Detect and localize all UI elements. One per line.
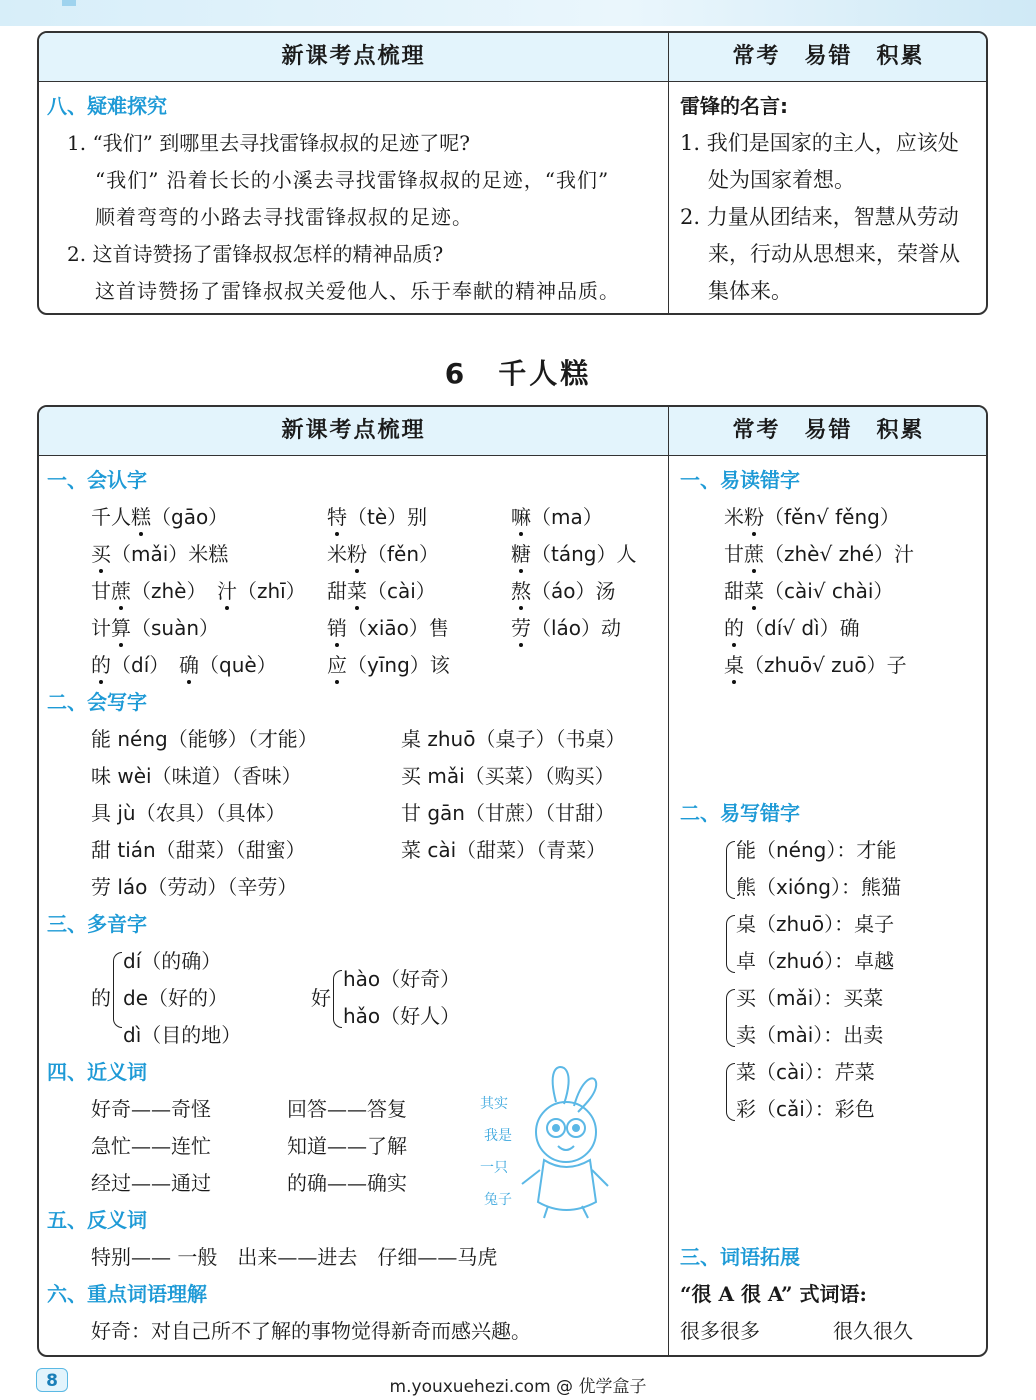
write-char-8: 菜 cài（甜菜）（青菜） bbox=[401, 838, 607, 862]
write-char-1: 能 néng（能够）（才能） bbox=[91, 727, 318, 751]
answer-2: 这首诗赞扬了雷锋叔叔关爱他人、乐于奉献的精神品质。 bbox=[95, 279, 620, 303]
write-char-9: 劳 láo（劳动）（辛劳） bbox=[91, 875, 298, 899]
misread-char-dotted-char: 的 bbox=[724, 616, 744, 640]
mascot-text-3: 一只 bbox=[480, 1160, 508, 1176]
misread-char-pinyin: （zhè√ zhé）汁 bbox=[764, 542, 915, 566]
synonym-6: 的确——确实 bbox=[287, 1171, 407, 1195]
misread-char-3 bbox=[724, 578, 893, 604]
recognize-char-pinyin: （mǎi）米糕 bbox=[111, 542, 229, 566]
recognize-char-7 bbox=[91, 578, 206, 604]
recognize-char-9 bbox=[327, 578, 436, 604]
answer-1-line1: “我们” 沿着长长的小溪去寻找雷锋叔叔的足迹，“我们” bbox=[95, 168, 610, 192]
footer-url: m.youxuehezi.com @ 优学盒子 bbox=[389, 1377, 647, 1397]
recognize-char-dotted-char: 劳 bbox=[511, 616, 531, 640]
rabbit-mascot-illustration bbox=[478, 1062, 618, 1222]
recognize-char-12 bbox=[327, 615, 449, 641]
recognize-char-dotted-char: 粉 bbox=[347, 542, 367, 566]
recognize-char-pinyin: （dí） bbox=[111, 653, 170, 677]
misread-char-prefix: 甘 bbox=[724, 542, 744, 566]
polyphone-de-2: de（好的） bbox=[123, 986, 228, 1010]
write-char-5: 具 jù（农具）（具体） bbox=[91, 801, 286, 825]
quote-2-line1: 2. 力量从团结来，智慧从劳动 bbox=[680, 205, 959, 229]
recognize-char-prefix: 千人 bbox=[91, 505, 131, 529]
section-misread-chars: 一、易读错字 bbox=[680, 468, 800, 492]
section-write-chars: 二、会写字 bbox=[47, 690, 147, 714]
misread-char-dotted-char: 桌 bbox=[724, 653, 744, 677]
recognize-char-dotted-char: 糕 bbox=[131, 505, 151, 529]
expansion-word-2: 很久很久 bbox=[833, 1319, 913, 1343]
recognize-char-pinyin: （xiāo）售 bbox=[347, 616, 449, 640]
write-char-2: 桌 zhuō（桌子）（书桌） bbox=[401, 727, 626, 751]
recognize-char-pinyin: （táng）人 bbox=[531, 542, 637, 566]
miswritten-6: 卖（mài）：出卖 bbox=[736, 1023, 884, 1047]
recognize-char-16 bbox=[327, 652, 450, 678]
recognize-char-dotted-char: 特 bbox=[327, 505, 347, 529]
brace-pair-1 bbox=[726, 841, 735, 899]
section-key-words: 六、重点词语理解 bbox=[47, 1282, 207, 1306]
section-polyphones: 三、多音字 bbox=[47, 912, 147, 936]
panel1-divider bbox=[668, 33, 669, 313]
synonym-1: 好奇——奇怪 bbox=[91, 1097, 211, 1121]
brace-hao bbox=[333, 970, 342, 1028]
section-antonyms: 五、反义词 bbox=[47, 1208, 147, 1232]
miswritten-5: 买（mǎi）：买菜 bbox=[736, 986, 884, 1010]
section-synonyms: 四、近义词 bbox=[47, 1060, 147, 1084]
misread-char-1 bbox=[724, 504, 900, 530]
polyphone-de-3: dì（目的地） bbox=[123, 1023, 242, 1047]
recognize-char-pinyin: （láo）动 bbox=[531, 616, 622, 640]
recognize-char-dotted-char: 买 bbox=[91, 542, 111, 566]
misread-char-pinyin: （zhuō√ zuō）子 bbox=[744, 653, 907, 677]
page-number: 8 bbox=[36, 1368, 68, 1392]
recognize-char-dotted-char: 的 bbox=[91, 653, 111, 677]
top-tab-decor bbox=[62, 0, 76, 6]
recognize-char-dotted-char: 销 bbox=[327, 616, 347, 640]
misread-char-dotted-char: 粉 bbox=[744, 505, 764, 529]
miswritten-7: 菜（cài）：芹菜 bbox=[736, 1060, 875, 1084]
synonym-2: 回答——答复 bbox=[287, 1097, 407, 1121]
recognize-char-dotted-char: 蔗 bbox=[111, 579, 131, 603]
recognize-char-dotted-char: 确 bbox=[179, 653, 199, 677]
recognize-char-dotted-char: 菜 bbox=[347, 579, 367, 603]
recognize-char-dotted-char: 算 bbox=[111, 616, 131, 640]
recognize-char-15 bbox=[179, 652, 277, 678]
write-char-7: 甜 tián（甜菜）（甜蜜） bbox=[91, 838, 306, 862]
recognize-char-prefix: 计 bbox=[91, 616, 111, 640]
polyphone-char-hao: 好 bbox=[311, 986, 331, 1010]
recognize-char-3 bbox=[511, 504, 603, 530]
synonym-5: 经过——通过 bbox=[91, 1171, 211, 1195]
panel2-header-left: 新课考点梳理 bbox=[281, 418, 426, 443]
recognize-char-pinyin: （fěn） bbox=[367, 542, 440, 566]
recognize-char-pinyin: （tè）别 bbox=[347, 505, 428, 529]
write-char-4: 买 mǎi（买菜）（购买） bbox=[401, 764, 615, 788]
expansion-title: “很 A 很 A” 式词语: bbox=[680, 1282, 867, 1306]
misread-char-2 bbox=[724, 541, 914, 567]
misread-char-pinyin: （fěn√ fěng） bbox=[764, 505, 900, 529]
mascot-text-2: 我是 bbox=[484, 1128, 512, 1144]
write-char-3: 味 wèi（味道）（香味） bbox=[91, 764, 302, 788]
recognize-char-pinyin: （yīng）该 bbox=[347, 653, 450, 677]
recognize-char-pinyin: （zhī） bbox=[237, 579, 306, 603]
polyphone-hao-2: hǎo（好人） bbox=[343, 1004, 461, 1028]
mascot-text-1: 其实 bbox=[480, 1096, 508, 1112]
miswritten-4: 卓（zhuó）：卓越 bbox=[736, 949, 895, 973]
quote-2-line2: 来，行动从思想来，荣誉从 bbox=[708, 242, 960, 266]
recognize-char-dotted-char: 熬 bbox=[511, 579, 531, 603]
recognize-char-prefix: 甜 bbox=[327, 579, 347, 603]
question-2: 2. 这首诗赞扬了雷锋叔叔怎样的精神品质? bbox=[67, 242, 444, 266]
misread-char-dotted-char: 菜 bbox=[744, 579, 764, 603]
quote-title: 雷锋的名言: bbox=[680, 94, 788, 118]
recognize-char-prefix: 甘 bbox=[91, 579, 111, 603]
recognize-char-dotted-char: 应 bbox=[327, 653, 347, 677]
recognize-char-pinyin: （cài） bbox=[367, 579, 436, 603]
misread-char-4 bbox=[724, 615, 860, 641]
recognize-char-pinyin: （áo）汤 bbox=[531, 579, 616, 603]
recognize-char-dotted-char: 汁 bbox=[217, 579, 237, 603]
panel2-divider bbox=[668, 407, 669, 1355]
polyphone-char-de: 的 bbox=[91, 986, 111, 1010]
panel1-header bbox=[39, 33, 986, 82]
miswritten-8: 彩（cǎi）：彩色 bbox=[736, 1097, 875, 1121]
recognize-char-10 bbox=[511, 578, 616, 604]
question-1: 1. “我们” 到哪里去寻找雷锋叔叔的足迹了呢? bbox=[67, 131, 470, 155]
misread-char-prefix: 甜 bbox=[724, 579, 744, 603]
lesson-title: 6 千人糕 bbox=[444, 357, 592, 390]
expansion-word-1: 很多很多 bbox=[680, 1319, 760, 1343]
quote-2-line3: 集体来。 bbox=[708, 279, 792, 303]
misread-char-5 bbox=[724, 652, 907, 678]
recognize-char-11 bbox=[91, 615, 219, 641]
section-miswritten-chars: 二、易写错字 bbox=[680, 801, 800, 825]
write-char-6: 甘 gān（甘蔗）（甘甜） bbox=[401, 801, 615, 825]
quote-1-line2: 处为国家着想。 bbox=[708, 168, 855, 192]
recognize-char-13 bbox=[511, 615, 621, 641]
answer-1-line2: 顺着弯弯的小路去寻找雷锋叔叔的足迹。 bbox=[95, 205, 473, 229]
recognize-char-5 bbox=[327, 541, 439, 567]
brace-pair-3 bbox=[726, 989, 735, 1047]
miswritten-1: 能（néng）：才能 bbox=[736, 838, 897, 862]
panel1-header-right: 常考 易错 积累 bbox=[732, 44, 925, 69]
recognize-char-14 bbox=[91, 652, 169, 678]
polyphone-de-1: dí（的确） bbox=[123, 949, 222, 973]
misread-char-prefix: 米 bbox=[724, 505, 744, 529]
recognize-char-prefix: 米 bbox=[327, 542, 347, 566]
panel1-header-left: 新课考点梳理 bbox=[281, 44, 426, 69]
section-difficult-questions: 八、疑难探究 bbox=[47, 94, 167, 118]
polyphone-hao-1: hào（好奇） bbox=[343, 967, 461, 991]
recognize-char-dotted-char: 糖 bbox=[511, 542, 531, 566]
recognize-char-2 bbox=[327, 504, 427, 530]
recognize-char-pinyin: （gāo） bbox=[151, 505, 229, 529]
recognize-char-pinyin: （què） bbox=[199, 653, 277, 677]
brace-pair-2 bbox=[726, 915, 735, 973]
brace-de bbox=[113, 952, 122, 1028]
section-recognize-chars: 一、会认字 bbox=[47, 468, 147, 492]
recognize-char-8 bbox=[217, 578, 306, 604]
synonym-4: 知道——了解 bbox=[287, 1134, 407, 1158]
miswritten-2: 熊（xióng）：熊猫 bbox=[736, 875, 901, 899]
antonyms-line: 特别—— 一般 出来——进去 仔细——马虎 bbox=[91, 1245, 498, 1269]
recognize-char-1 bbox=[91, 504, 228, 530]
mascot-text-4: 兔子 bbox=[484, 1192, 512, 1208]
misread-char-dotted-char: 蔗 bbox=[744, 542, 764, 566]
panel2-header bbox=[39, 407, 986, 456]
quote-1-line1: 1. 我们是国家的主人，应该处 bbox=[680, 131, 959, 155]
panel2-header-right: 常考 易错 积累 bbox=[732, 418, 925, 443]
misread-char-pinyin: （dí√ dì）确 bbox=[744, 616, 860, 640]
miswritten-3: 桌（zhuō）：桌子 bbox=[736, 912, 895, 936]
key-word-explanation: 好奇：对自己所不了解的事物觉得新奇而感兴趣。 bbox=[91, 1319, 531, 1343]
recognize-char-4 bbox=[91, 541, 228, 567]
synonym-3: 急忙——连忙 bbox=[91, 1134, 211, 1158]
top-decor-band bbox=[0, 0, 1036, 26]
brace-pair-4 bbox=[726, 1063, 735, 1121]
panel-lesson5-review bbox=[37, 31, 988, 315]
recognize-char-pinyin: （zhè） bbox=[131, 579, 207, 603]
recognize-char-pinyin: （suàn） bbox=[131, 616, 220, 640]
section-word-expansion: 三、词语拓展 bbox=[680, 1245, 800, 1269]
recognize-char-pinyin: （ma） bbox=[531, 505, 603, 529]
recognize-char-dotted-char: 嘛 bbox=[511, 505, 531, 529]
recognize-char-6 bbox=[511, 541, 636, 567]
misread-char-pinyin: （cài√ chài） bbox=[764, 579, 894, 603]
